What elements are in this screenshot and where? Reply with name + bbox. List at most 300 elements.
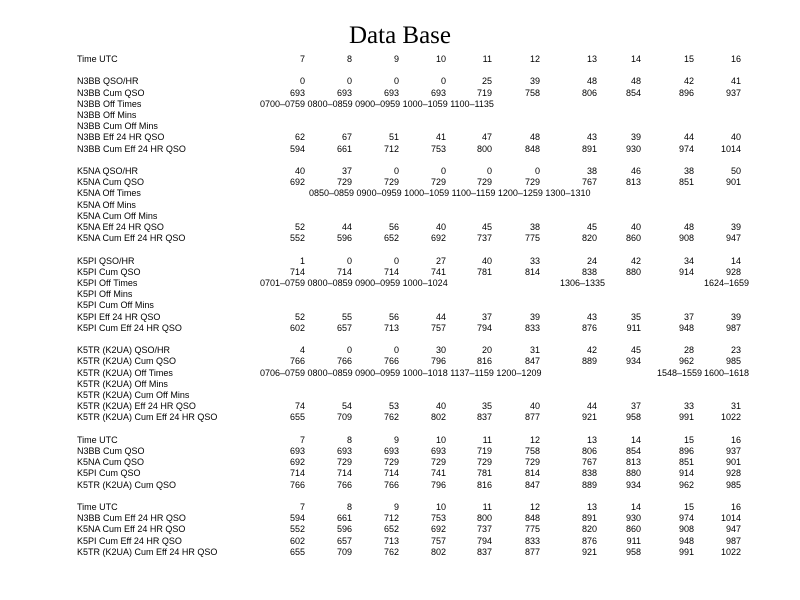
- table-cell: 820: [581, 233, 597, 244]
- table-cell: 766: [383, 356, 399, 367]
- table-cell: 930: [625, 513, 641, 524]
- row-label: K5NA Off Mins: [77, 199, 136, 210]
- table-cell: 31: [529, 345, 540, 356]
- table-cell: 729: [336, 177, 352, 188]
- table-cell: 552: [289, 524, 305, 535]
- row-label: N3BB Cum Eff 24 HR QSO: [77, 143, 186, 154]
- table-cell: 908: [678, 524, 694, 535]
- table-cell: 35: [481, 401, 492, 412]
- table-cell: 42: [683, 76, 694, 87]
- table-cell: 53: [388, 401, 399, 412]
- table-cell: 958: [625, 546, 641, 557]
- table-cell: 1014: [720, 143, 741, 154]
- table-cell: 766: [289, 356, 305, 367]
- table-cell: 12: [529, 502, 540, 512]
- table-cell: 767: [581, 177, 597, 188]
- table-cell: 693: [289, 87, 305, 98]
- table-cell: 40: [435, 222, 446, 232]
- table-cell: 15: [683, 54, 694, 64]
- table-cell: 37: [683, 311, 694, 322]
- table-cell: 741: [430, 468, 446, 479]
- row-label: K5PI Cum QSO: [77, 468, 141, 479]
- table-cell: 16: [730, 54, 741, 64]
- off-times-text: 1600–1618: [704, 367, 750, 378]
- table-cell: 991: [678, 546, 694, 557]
- table-cell: 39: [730, 222, 741, 232]
- table-cell: 911: [626, 322, 641, 333]
- table-cell: 552: [289, 233, 305, 244]
- table-cell: 921: [581, 546, 597, 557]
- table-cell: 709: [336, 546, 352, 557]
- table-cell: 35: [630, 311, 641, 322]
- table-cell: 851: [678, 457, 694, 468]
- table-cell: 928: [725, 468, 741, 479]
- table-cell: 758: [524, 87, 540, 98]
- table-cell: 934: [625, 356, 641, 367]
- table-cell: 596: [336, 233, 352, 244]
- table-cell: 692: [430, 233, 446, 244]
- table-cell: 838: [581, 468, 597, 479]
- off-times-text: 0706–0759 0800–0859 0900–0959 1000–1018 1137–1159 1200–1209: [260, 367, 542, 378]
- table-cell: 729: [524, 457, 540, 468]
- table-cell: 38: [529, 222, 540, 232]
- table-cell: 56: [388, 222, 399, 232]
- off-times-text: 0700–0759 0800–0859 0900–0959 1000–1059 1100–1135: [260, 98, 494, 109]
- table-cell: 52: [294, 222, 305, 232]
- row-label: K5PI Cum QSO: [77, 266, 141, 277]
- off-times-text: 1624–1659: [704, 278, 750, 288]
- table-cell: 693: [383, 446, 399, 456]
- table-cell: 7: [299, 434, 305, 445]
- table-cell: 796: [430, 356, 446, 367]
- table-cell: 42: [586, 345, 597, 356]
- table-cell: 693: [336, 446, 352, 456]
- table-cell: 0: [486, 166, 492, 176]
- table-cell: 709: [336, 412, 352, 423]
- table-cell: 1022: [720, 546, 741, 557]
- table-cell: 31: [730, 401, 741, 412]
- table-cell: 974: [678, 143, 694, 154]
- table-cell: 23: [730, 345, 741, 356]
- table-cell: 8: [346, 54, 352, 64]
- off-times-text: 1306–1335: [560, 278, 606, 288]
- row-label: K5TR (K2UA) Cum QSO: [77, 356, 177, 367]
- table-cell: 930: [625, 143, 641, 154]
- table-cell: 4: [299, 345, 305, 356]
- table-cell: 0: [346, 255, 352, 266]
- row-label: K5TR (K2UA) Cum Eff 24 HR QSO: [77, 412, 218, 423]
- table-cell: 655: [289, 412, 305, 423]
- table-cell: 48: [586, 76, 597, 87]
- table-cell: 37: [481, 311, 492, 322]
- table-cell: 1014: [720, 513, 741, 524]
- table-cell: 47: [481, 132, 492, 143]
- table-cell: 7: [299, 54, 305, 64]
- table-cell: 9: [393, 434, 399, 445]
- row-label: K5TR (K2UA) Cum QSO: [77, 479, 177, 490]
- table-cell: 11: [482, 502, 492, 512]
- table-cell: 737: [476, 233, 492, 244]
- table-cell: 854: [625, 87, 641, 98]
- table-cell: 714: [336, 266, 352, 277]
- table-cell: 693: [383, 87, 399, 98]
- table-cell: 877: [524, 546, 540, 557]
- table-cell: 741: [430, 266, 446, 277]
- table-cell: 794: [476, 535, 492, 546]
- table-cell: 62: [294, 132, 305, 143]
- row-label: N3BB Cum QSO: [77, 446, 145, 456]
- table-cell: 848: [524, 513, 540, 524]
- table-cell: 901: [725, 177, 741, 188]
- table-cell: 50: [730, 166, 741, 176]
- table-cell: 729: [476, 177, 492, 188]
- row-label: K5PI Cum Eff 24 HR QSO: [77, 535, 182, 546]
- table-cell: 11: [482, 434, 492, 445]
- table-cell: 39: [730, 311, 741, 322]
- table-cell: 962: [678, 356, 694, 367]
- table-cell: 48: [529, 132, 540, 143]
- table-cell: 753: [430, 143, 446, 154]
- table-cell: 985: [725, 356, 741, 367]
- table-cell: 987: [725, 322, 741, 333]
- table-cell: 39: [529, 76, 540, 87]
- table-cell: 56: [388, 311, 399, 322]
- table-cell: 48: [630, 76, 641, 87]
- table-cell: 45: [630, 345, 641, 356]
- row-label: K5TR (K2UA) Off Mins: [77, 378, 168, 389]
- row-label: K5TR (K2UA) Off Times: [77, 367, 173, 378]
- table-cell: 45: [481, 222, 492, 232]
- table-cell: 74: [294, 401, 305, 412]
- table-cell: 713: [383, 535, 399, 546]
- table-cell: 661: [336, 513, 352, 524]
- table-cell: 42: [630, 255, 641, 266]
- table-cell: 876: [581, 322, 597, 333]
- table-cell: 43: [586, 132, 597, 143]
- table-cell: 693: [289, 446, 305, 456]
- table-cell: 947: [725, 233, 741, 244]
- table-cell: 9: [393, 54, 399, 64]
- table-cell: 719: [476, 446, 492, 456]
- table-cell: 854: [625, 446, 641, 456]
- table-cell: 802: [430, 546, 446, 557]
- row-label: N3BB Cum Eff 24 HR QSO: [77, 513, 186, 524]
- table-cell: 0: [393, 76, 399, 87]
- row-label: K5NA Cum QSO: [77, 457, 145, 468]
- table-cell: 652: [383, 524, 399, 535]
- table-cell: 737: [476, 524, 492, 535]
- table-cell: 712: [383, 513, 399, 524]
- row-label: K5TR (K2UA) Cum Off Mins: [77, 390, 190, 400]
- table-cell: 693: [430, 87, 446, 98]
- table-cell: 40: [730, 132, 741, 143]
- table-cell: 775: [524, 524, 540, 535]
- table-cell: 753: [430, 513, 446, 524]
- row-label: K5PI Off Mins: [77, 289, 133, 300]
- table-cell: 921: [581, 412, 597, 423]
- row-label: K5NA Cum Eff 24 HR QSO: [77, 524, 186, 535]
- page-title: Data Base: [348, 22, 452, 49]
- table-cell: 692: [289, 177, 305, 188]
- table-cell: 896: [678, 446, 694, 456]
- table-cell: 820: [581, 524, 597, 535]
- table-cell: 806: [581, 87, 597, 98]
- table-cell: 55: [341, 311, 352, 322]
- table-cell: 937: [725, 87, 741, 98]
- table-cell: 838: [581, 266, 597, 277]
- table-cell: 851: [678, 177, 694, 188]
- table-cell: 806: [581, 446, 597, 456]
- table-cell: 692: [430, 524, 446, 535]
- off-times-text: 0701–0759 0800–0859 0900–0959 1000–1024: [260, 278, 448, 288]
- row-label: K5NA Cum QSO: [77, 177, 145, 188]
- table-cell: 837: [476, 412, 492, 423]
- table-cell: 46: [630, 166, 641, 176]
- table-cell: 0: [440, 76, 446, 87]
- table-cell: 833: [524, 535, 540, 546]
- table-cell: 594: [289, 513, 305, 524]
- table-cell: 729: [430, 177, 446, 188]
- table-cell: 837: [476, 546, 492, 557]
- table-cell: 39: [529, 311, 540, 322]
- table-cell: 762: [383, 546, 399, 557]
- table-cell: 12: [529, 434, 540, 445]
- table-cell: 860: [625, 233, 641, 244]
- row-label: Time UTC: [77, 434, 118, 445]
- table-cell: 714: [289, 266, 305, 277]
- table-cell: 714: [289, 468, 305, 479]
- table-cell: 766: [383, 479, 399, 490]
- row-label: Time UTC: [77, 54, 118, 64]
- table-cell: 54: [341, 401, 352, 412]
- table-cell: 847: [524, 356, 540, 367]
- table-cell: 914: [678, 468, 694, 479]
- table-cell: 51: [388, 132, 399, 143]
- table-cell: 987: [725, 535, 741, 546]
- table-cell: 757: [430, 535, 446, 546]
- table-cell: 947: [725, 524, 741, 535]
- table-cell: 714: [383, 266, 399, 277]
- table-cell: 14: [630, 54, 641, 64]
- table-cell: 33: [683, 401, 694, 412]
- row-label: N3BB Cum Off Mins: [77, 121, 158, 132]
- table-cell: 0: [346, 345, 352, 356]
- table-cell: 16: [730, 502, 741, 512]
- row-label: Time UTC: [77, 502, 118, 512]
- row-label: N3BB Eff 24 HR QSO: [77, 132, 165, 143]
- table-cell: 958: [625, 412, 641, 423]
- table-cell: 14: [630, 502, 641, 512]
- table-cell: 781: [476, 266, 492, 277]
- table-cell: 889: [581, 356, 597, 367]
- table-cell: 0: [299, 76, 305, 87]
- table-cell: 816: [476, 479, 492, 490]
- row-label: K5PI Eff 24 HR QSO: [77, 311, 161, 322]
- row-label: K5PI Off Times: [77, 278, 138, 288]
- row-label: K5TR (K2UA) Eff 24 HR QSO: [77, 401, 196, 412]
- table-cell: 714: [336, 468, 352, 479]
- table-cell: 693: [336, 87, 352, 98]
- table-cell: 594: [289, 143, 305, 154]
- row-label: K5NA Cum Off Mins: [77, 210, 158, 221]
- table-cell: 985: [725, 479, 741, 490]
- table-cell: 729: [430, 457, 446, 468]
- table-cell: 657: [336, 535, 352, 546]
- table-cell: 847: [524, 479, 540, 490]
- table-cell: 0: [534, 166, 540, 176]
- table-cell: 13: [586, 54, 597, 64]
- table-cell: 37: [341, 166, 352, 176]
- table-cell: 762: [383, 412, 399, 423]
- table-cell: 661: [336, 143, 352, 154]
- table-cell: 25: [481, 76, 492, 87]
- table-cell: 937: [725, 446, 741, 456]
- table-cell: 781: [476, 468, 492, 479]
- off-times-text: 0850–0859 0900–0959 1000–1059 1100–1159 1200–1259 1300–1310: [309, 188, 591, 199]
- table-cell: 1: [299, 255, 305, 266]
- table-cell: 16: [730, 434, 741, 445]
- table-cell: 775: [524, 233, 540, 244]
- table-cell: 729: [336, 457, 352, 468]
- table-cell: 813: [625, 457, 641, 468]
- table-cell: 766: [336, 356, 352, 367]
- table-cell: 814: [524, 266, 540, 277]
- row-label: K5NA Off Times: [77, 188, 141, 199]
- off-times-text: 1548–1559: [657, 367, 703, 378]
- table-cell: 44: [341, 222, 352, 232]
- table-cell: 908: [678, 233, 694, 244]
- table-cell: 12: [529, 54, 540, 64]
- table-cell: 948: [678, 535, 694, 546]
- table-cell: 880: [625, 468, 641, 479]
- table-cell: 796: [430, 479, 446, 490]
- table-cell: 729: [383, 457, 399, 468]
- table-cell: 39: [630, 132, 641, 143]
- table-cell: 37: [630, 401, 641, 412]
- table-cell: 693: [430, 446, 446, 456]
- table-cell: 974: [678, 513, 694, 524]
- table-cell: 28: [683, 345, 694, 356]
- row-label: K5TR (K2UA) Cum Eff 24 HR QSO: [77, 546, 218, 557]
- table-cell: 0: [393, 345, 399, 356]
- row-label: K5PI QSO/HR: [77, 255, 135, 266]
- table-cell: 877: [524, 412, 540, 423]
- table-cell: 15: [683, 502, 694, 512]
- table-cell: 34: [683, 255, 694, 266]
- table-cell: 891: [581, 143, 597, 154]
- table-cell: 729: [476, 457, 492, 468]
- row-label: K5NA QSO/HR: [77, 166, 139, 176]
- table-cell: 758: [524, 446, 540, 456]
- row-label: K5PI Cum Off Mins: [77, 300, 154, 311]
- table-cell: 8: [346, 502, 352, 512]
- table-cell: 911: [626, 535, 641, 546]
- table-cell: 729: [383, 177, 399, 188]
- row-label: N3BB Off Mins: [77, 110, 137, 120]
- table-cell: 928: [725, 266, 741, 277]
- table-cell: 848: [524, 143, 540, 154]
- table-cell: 10: [435, 54, 446, 64]
- table-cell: 991: [678, 412, 694, 423]
- table-cell: 0: [440, 166, 446, 176]
- table-cell: 67: [341, 132, 352, 143]
- table-cell: 713: [383, 322, 399, 333]
- table-cell: 44: [435, 311, 446, 322]
- table-cell: 901: [725, 457, 741, 468]
- table-cell: 860: [625, 524, 641, 535]
- table-cell: 814: [524, 468, 540, 479]
- table-cell: 0: [393, 166, 399, 176]
- table-cell: 48: [683, 222, 694, 232]
- table-cell: 800: [476, 143, 492, 154]
- table-cell: 24: [586, 255, 597, 266]
- table-cell: 14: [730, 255, 741, 266]
- table-cell: 10: [435, 502, 446, 512]
- table-cell: 0: [393, 255, 399, 266]
- table-cell: 0: [346, 76, 352, 87]
- table-cell: 712: [383, 143, 399, 154]
- table-cell: 891: [581, 513, 597, 524]
- table-cell: 914: [678, 266, 694, 277]
- table-cell: 602: [289, 535, 305, 546]
- table-cell: 596: [336, 524, 352, 535]
- table-cell: 889: [581, 479, 597, 490]
- table-cell: 767: [581, 457, 597, 468]
- table-cell: 794: [476, 322, 492, 333]
- table-cell: 13: [586, 434, 597, 445]
- table-cell: 714: [383, 468, 399, 479]
- table-cell: 896: [678, 87, 694, 98]
- table-cell: 52: [294, 311, 305, 322]
- table-cell: 40: [294, 166, 305, 176]
- table-cell: 766: [289, 479, 305, 490]
- row-label: N3BB Off Times: [77, 98, 142, 109]
- table-cell: 719: [476, 87, 492, 98]
- table-cell: 40: [529, 401, 540, 412]
- table-cell: 652: [383, 233, 399, 244]
- table-cell: 9: [393, 502, 399, 512]
- row-label: K5TR (K2UA) QSO/HR: [77, 345, 171, 356]
- table-cell: 602: [289, 322, 305, 333]
- table-cell: 948: [678, 322, 694, 333]
- table-cell: 27: [435, 255, 446, 266]
- table-cell: 813: [625, 177, 641, 188]
- table-cell: 7: [299, 502, 305, 512]
- table-cell: 13: [586, 502, 597, 512]
- table-cell: 962: [678, 479, 694, 490]
- table-cell: 11: [482, 54, 492, 64]
- table-cell: 41: [435, 132, 446, 143]
- table-cell: 934: [625, 479, 641, 490]
- table-cell: 43: [586, 311, 597, 322]
- row-label: K5PI Cum Eff 24 HR QSO: [77, 322, 182, 333]
- table-cell: 41: [730, 76, 741, 87]
- table-cell: 880: [625, 266, 641, 277]
- table-cell: 40: [481, 255, 492, 266]
- table-cell: 655: [289, 546, 305, 557]
- table-cell: 766: [336, 479, 352, 490]
- table-cell: 38: [683, 166, 694, 176]
- table-cell: 20: [481, 345, 492, 356]
- table-cell: 10: [435, 434, 446, 445]
- table-cell: 757: [430, 322, 446, 333]
- row-label: N3BB QSO/HR: [77, 76, 139, 87]
- table-cell: 38: [586, 166, 597, 176]
- row-label: N3BB Cum QSO: [77, 87, 145, 98]
- table-cell: 44: [683, 132, 694, 143]
- table-cell: 40: [435, 401, 446, 412]
- table-cell: 692: [289, 457, 305, 468]
